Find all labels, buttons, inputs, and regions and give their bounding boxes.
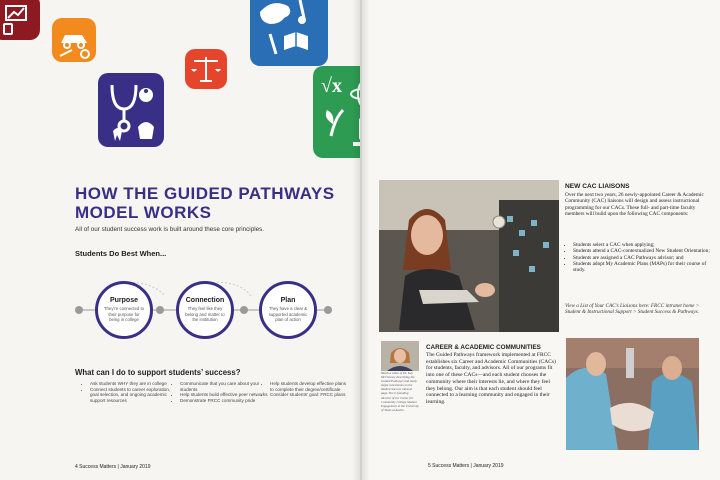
- palette-icon: [250, 0, 328, 66]
- new-liaisons-intro: Over the next two years, 26 newly-appointed Career & Academic Community (CAC) liaisons will design and assess instructional programming for our CACs. These full- and part-time faculty members will build upon the following CAC components:: [565, 192, 704, 217]
- liaison-component: • Students are assigned a CAC Pathways advisor; and: [573, 255, 718, 261]
- support-column-2: [174, 381, 268, 403]
- dental-photo-image: [566, 338, 699, 450]
- new-liaisons-list: [565, 242, 718, 273]
- principle-title: Plan: [280, 297, 296, 304]
- lab-photo-image: [379, 180, 559, 332]
- support-column-1: [84, 381, 178, 403]
- chart-icon: [0, 0, 40, 40]
- support-item: • Demonstrate FRCC community pride: [180, 398, 268, 404]
- support-column-3: [264, 381, 350, 398]
- connector-dot: [324, 306, 332, 314]
- portrait-image: [381, 341, 419, 371]
- photo-student-lab: [379, 180, 559, 332]
- book-gutter: [352, 0, 370, 480]
- tile-automotive: [52, 18, 96, 62]
- connector-dot: [240, 306, 248, 314]
- page-subtitle: All of our student success work is built around these core principles.: [75, 226, 264, 233]
- tile-arts: [250, 0, 328, 66]
- support-item: • Communicate that you care about your students: [180, 381, 268, 392]
- page-footer: 5 Success Matters | January 2019: [428, 463, 504, 469]
- scales-icon: [185, 49, 227, 89]
- principle-connection: [176, 281, 234, 339]
- principle-title: Purpose: [109, 297, 138, 304]
- car-icon: [52, 18, 96, 62]
- support-item: • Ask students WHY they are in college: [90, 381, 178, 387]
- section-heading: Students Do Best When...: [75, 249, 167, 258]
- principle-description: They have a clear & supported academic plan of action: [268, 306, 308, 322]
- principle-title: Connection: [185, 297, 225, 304]
- connector-dot: [75, 306, 83, 314]
- photo-dental-lab: [566, 338, 699, 450]
- cac-body: The Guided Pathways framework implemented at FRCC establishes six Career and Academic Communities (CACs) for students, faculty, and advisors. All of our programs fit into one of these CACs—and each student chooses the community where their interests lie, and where they feel they belong. Our aim is that each student should feel connected to a learning community and engaged in their learning.: [426, 352, 556, 405]
- principle-description: They feel like they belong and matter to the institution: [185, 306, 225, 322]
- liaison-component: • Students attend a CAC-contextualized New Student Orientation;: [573, 248, 718, 254]
- portrait-caption: Watch a video of Dr. Kay McClenney describing the Guided Pathways and many major movements on the Student Success intranet page. She is founding director of the Center for Community College Student Engagement at the University of Texas at Austin.: [381, 371, 419, 412]
- svg-text:√x: √x: [321, 75, 342, 97]
- principle-plan: [259, 281, 317, 339]
- support-item: • Help students develop effective plans to complete their degree/certificate: [270, 381, 350, 392]
- tile-business: [0, 0, 40, 40]
- cac-heading: CAREER & ACADEMIC COMMUNITIES: [426, 344, 541, 351]
- principle-purpose: [95, 281, 153, 339]
- support-item: • Help students build effective peer networks: [180, 392, 268, 398]
- stethoscope-icon: [98, 73, 164, 147]
- tile-public-service: [185, 49, 227, 89]
- new-liaisons-heading: NEW CAC LIAISONS: [565, 183, 630, 190]
- support-item: • Consider students’ goal: FRCC plans: [270, 392, 350, 398]
- support-question: What can I do to support students’ success?: [75, 368, 241, 377]
- portrait-photo: [381, 341, 419, 371]
- liaison-component: • Students select a CAC when applying;: [573, 242, 718, 248]
- liaison-component: • Students adopt My Academic Plans (MAPs) for their course of study.: [573, 261, 718, 274]
- tile-health: [98, 73, 164, 147]
- liaisons-link-text: View a List of Your CAC’s Liaisons here: FRCC intranet home > Student & Instructional Support > Student Success & Pathways.: [565, 303, 700, 316]
- page-title: HOW THE GUIDED PATHWAYS MODEL WORKS: [75, 184, 335, 222]
- support-item: • Connect students to career exploration, goal selection, and ongoing academic support resources: [90, 387, 178, 404]
- principle-description: They’re connected to their purpose for being in college: [103, 306, 145, 322]
- connector-dot: [156, 306, 164, 314]
- principles-diagram: [73, 282, 333, 338]
- page-footer: 4 Success Matters | January 2019: [75, 464, 151, 470]
